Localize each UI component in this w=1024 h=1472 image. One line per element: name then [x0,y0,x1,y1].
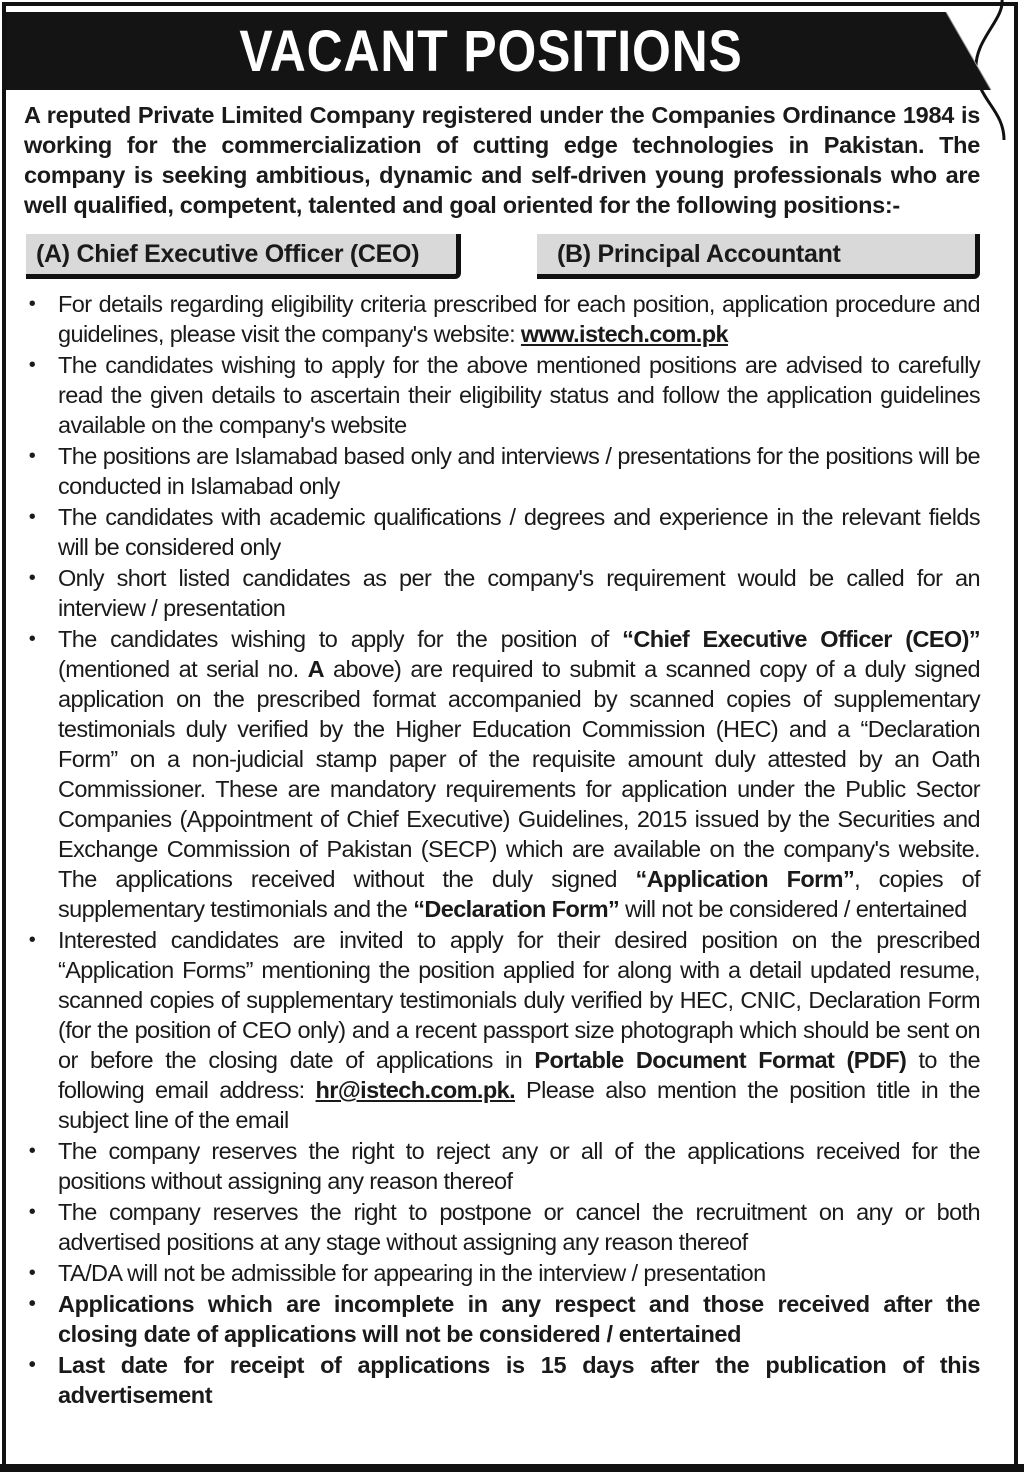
list-item: • The company reserves the right to reject any or all of the applications received for the positions without assigning any reason thereof [20,1136,980,1196]
list-item: • The company reserves the right to postpone or cancel the recruitment on any or both advertised positions at any stage without assigning any reason thereof [20,1197,980,1257]
email-link[interactable]: hr@istech.com.pk. [315,1077,516,1103]
intro-paragraph: A reputed Private Limited Company registered under the Companies Ordinance 1984 is working for the commercialization of cutting edge technologies in Pakistan. The company is seeking ambitious, dynamic and self-driven young professionals who are well qualified, competent, talented and goal oriented for the following positions:- [24,102,980,218]
list-item: • Applications which are incomplete in any respect and those received after the closing date of applications will not be considered / entertained [20,1289,980,1349]
bullet-icon: • [28,567,36,589]
bullet-icon: • [28,1293,36,1315]
bullet-icon: • [28,1201,36,1223]
bullet-icon: • [28,1140,36,1162]
page-title: VACANT POSITIONS [239,18,743,84]
list-item: • Only short listed candidates as per the company's requirement would be called for an interview / presentation [20,563,980,623]
list-item: • TA/DA will not be admissible for appearing in the interview / presentation [20,1258,980,1288]
list-item: • The candidates wishing to apply for the position of “Chief Executive Officer (CEO)” (mentioned at serial no. A above) are required to submit a scanned copy of a duly signed application on the prescribed format accompanied by scanned copies of supplementary testimonials duly verified by the Higher Education Commission (HEC) and a “Declaration Form” on a non-judicial stamp paper of the requisite amount duly attested by an Oath Commissioner. These are mandatory requirements for application under the Public Sector Companies (Appointment of Chief Executive) Guidelines, 2015 issued by the Securities and Exchange Commission of Pakistan (SECP) which are available on the company's website. The applications received without the duly signed “Application Form”, copies of supplementary testimonials and the “Declaration Form” will not be considered / entertained [20,624,980,924]
list-item: • The positions are Islamabad based only and interviews / presentations for the positions will be conducted in Islamabad only [20,441,980,501]
bullet-icon: • [28,506,36,528]
bullet-icon: • [28,628,36,650]
positions-list [26,234,980,279]
requirements-list [20,289,980,1410]
bullet-icon: • [28,1262,36,1284]
list-item: • For details regarding eligibility criteria prescribed for each position, application procedure and guidelines, please visit the company's website: www.istech.com.pk [20,289,980,349]
bullet-icon: • [28,293,36,315]
bullet-icon: • [28,354,36,376]
bottom-border [0,1464,1024,1472]
list-item: • The candidates wishing to apply for the above mentioned positions are advised to carefully read the given details to ascertain their eligibility status and follow the application guidelines available on the company's website [20,350,980,440]
title-banner [6,12,988,90]
position-ceo: (A) Chief Executive Officer (CEO) [26,234,461,279]
list-item-deadline: • Last date for receipt of applications is 15 days after the publication of this advertisement [20,1350,980,1410]
list-item: • Interested candidates are invited to apply for their desired position on the prescribed “Application Forms” mentioning the position applied for along with a detail updated resume, scanned copies of supplementary testimonials duly verified by HEC, CNIC, Declaration Form (for the position of CEO only) and a recent passport size photograph which should be sent on or before the closing date of applications in Portable Document Format (PDF) to the following email address: hr@istech.com.pk. Please also mention the position title in the subject line of the email [20,925,980,1135]
bullet-icon: • [28,445,36,467]
list-item: • The candidates with academic qualifications / degrees and experience in the relevant fields will be considered only [20,502,980,562]
bullet-icon: • [28,1354,36,1376]
position-principal-accountant: (B) Principal Accountant [537,234,980,279]
bullet-icon: • [28,929,36,951]
website-link[interactable]: www.istech.com.pk [520,321,728,347]
advertisement-body [20,96,980,1411]
